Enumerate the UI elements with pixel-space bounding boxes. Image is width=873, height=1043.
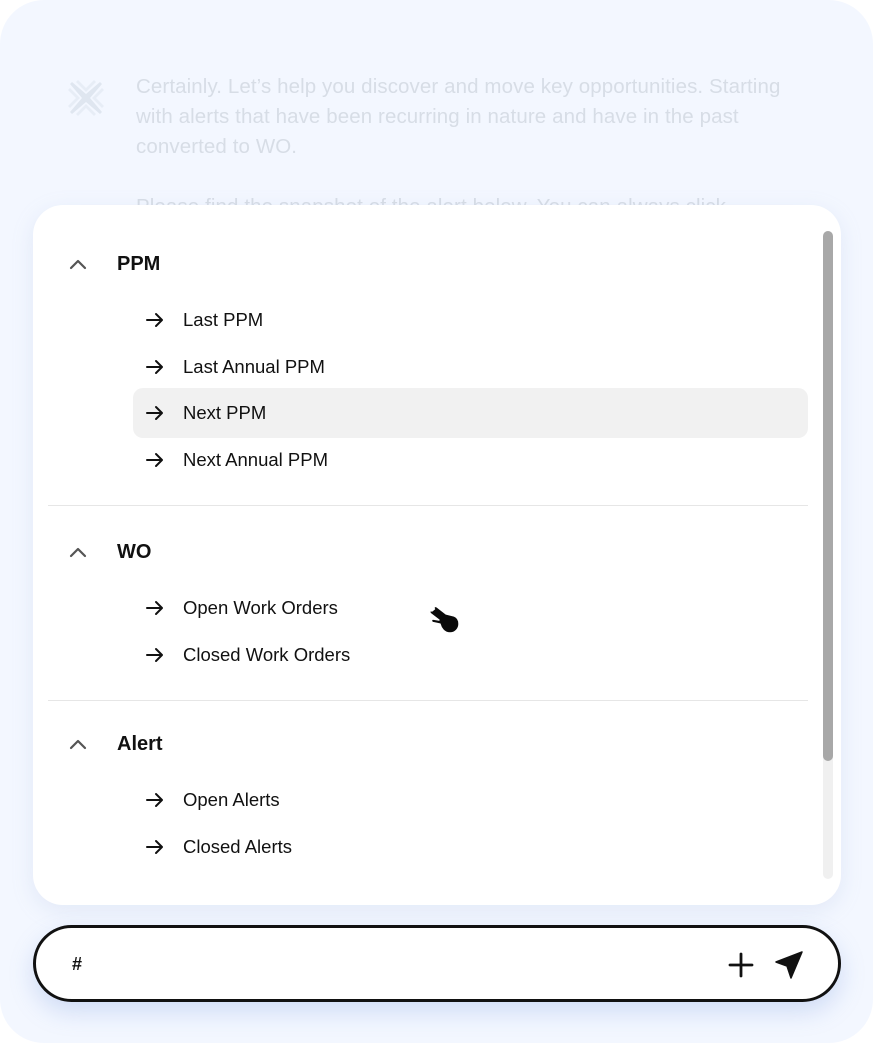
arrow-right-icon <box>145 645 165 665</box>
option-label: Closed Work Orders <box>183 644 351 665</box>
option-closed-alerts[interactable] <box>133 822 808 872</box>
group-title: Alert <box>117 732 163 755</box>
group-header-alert[interactable] <box>69 729 163 759</box>
option-last-ppm[interactable] <box>133 295 808 345</box>
add-button[interactable] <box>725 949 757 981</box>
arrow-right-icon <box>145 598 165 618</box>
arrow-right-icon <box>145 450 165 470</box>
option-next-ppm[interactable] <box>133 388 808 438</box>
group-header-wo[interactable] <box>69 537 151 567</box>
option-label: Closed Alerts <box>183 836 292 857</box>
option-next-annual-ppm[interactable] <box>133 435 808 485</box>
group-title: PPM <box>117 252 161 275</box>
option-closed-work-orders[interactable] <box>133 630 808 680</box>
group-title: WO <box>117 540 152 563</box>
group-divider <box>48 700 808 701</box>
scrollbar[interactable] <box>823 231 833 879</box>
message-composer <box>33 925 841 1002</box>
group-divider <box>48 505 808 506</box>
chevron-up-icon[interactable] <box>69 543 87 561</box>
bot-message <box>136 72 816 222</box>
send-icon <box>774 950 804 980</box>
chevron-up-icon[interactable] <box>69 735 87 753</box>
option-label: Open Alerts <box>183 789 280 810</box>
bot-message-paragraph: Certainly. Let’s help you discover and move key opportunities. Starting with alerts that have been recurring in nature and have in the past converted to WO. <box>136 75 781 158</box>
cross-logo-icon <box>66 78 106 118</box>
arrow-right-icon <box>145 403 165 423</box>
hashtag-suggestion-menu <box>33 205 841 905</box>
option-label: Next Annual PPM <box>183 449 328 470</box>
option-label: Last PPM <box>183 309 264 330</box>
option-label: Last Annual PPM <box>183 356 325 377</box>
hand-pointer-icon <box>426 603 462 639</box>
arrow-right-icon <box>145 790 165 810</box>
option-label: Open Work Orders <box>183 597 338 618</box>
option-label: Next PPM <box>183 402 267 423</box>
arrow-right-icon <box>145 837 165 857</box>
suggestion-list[interactable] <box>33 205 823 905</box>
arrow-right-icon <box>145 357 165 377</box>
group-header-ppm[interactable] <box>69 249 160 279</box>
send-button[interactable] <box>772 948 806 982</box>
option-open-work-orders[interactable] <box>133 583 808 633</box>
option-last-annual-ppm[interactable] <box>133 342 808 392</box>
plus-icon <box>728 952 754 978</box>
arrow-right-icon <box>145 310 165 330</box>
scrollbar-thumb[interactable] <box>823 231 833 761</box>
message-input[interactable] <box>72 948 672 980</box>
option-open-alerts[interactable] <box>133 775 808 825</box>
chevron-up-icon[interactable] <box>69 255 87 273</box>
